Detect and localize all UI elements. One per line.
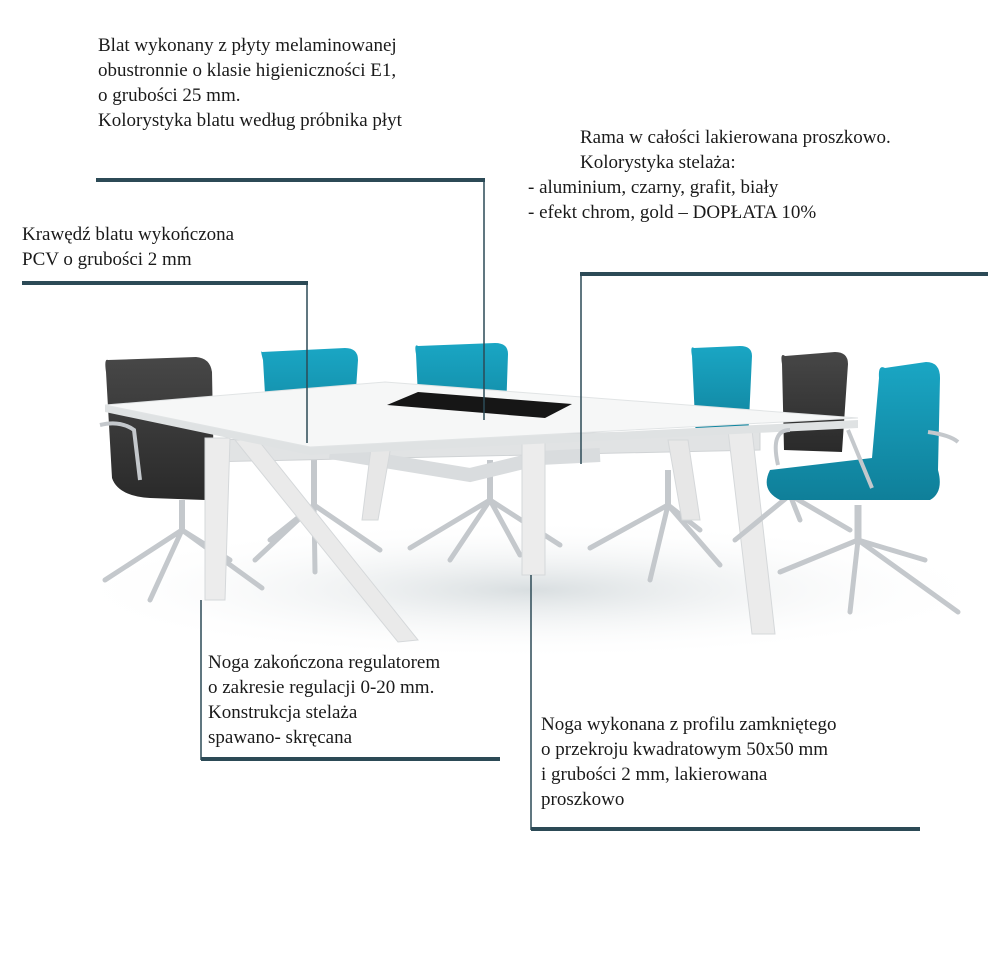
note-frame-line-2: Kolorystyka stelaża: (580, 152, 736, 173)
note-frame-line-3: - aluminium, czarny, grafit, biały (528, 177, 779, 198)
note-edge-line-1: Krawędź blatu wykończona (22, 224, 235, 245)
note-leg-left-line-1: Noga zakończona regulatorem (208, 652, 441, 673)
note-tabletop (98, 33, 402, 133)
note-leg-right (541, 712, 836, 812)
note-leg-left-line-2: o zakresie regulacji 0-20 mm. (208, 677, 435, 698)
note-leg-right-line-1: Noga wykonana z profilu zamkniętego (541, 714, 837, 735)
leader-lines (22, 180, 988, 830)
chair-dark-right (781, 352, 848, 452)
note-leg-left-line-4: spawano- skręcana (208, 727, 353, 748)
note-leg-right-line-4: proszkowo (541, 789, 625, 810)
note-leg-right-line-3: i grubości 2 mm, lakierowana (541, 764, 768, 785)
note-tabletop-line-4: Kolorystyka blatu według próbnika płyt (98, 110, 402, 131)
note-edge-line-2: PCV o grubości 2 mm (22, 249, 192, 270)
note-tabletop-line-1: Blat wykonany z płyty melaminowanej (98, 35, 397, 56)
note-tabletop-line-3: o grubości 25 mm. (98, 85, 241, 106)
note-frame-line-1: Rama w całości lakierowana proszkowo. (580, 127, 891, 148)
note-leg-right-line-2: o przekroju kwadratowym 50x50 mm (541, 739, 829, 760)
note-edge (22, 222, 234, 272)
note-tabletop-line-2: obustronnie o klasie higieniczności E1, (98, 60, 397, 81)
note-frame-line-4: - efekt chrom, gold – DOPŁATA 10% (528, 202, 817, 223)
table-leg-center (522, 440, 545, 575)
note-frame (528, 125, 891, 225)
note-leg-left (208, 650, 440, 750)
table-leg-left-front (205, 438, 230, 600)
note-leg-left-line-3: Konstrukcja stelaża (208, 702, 358, 723)
